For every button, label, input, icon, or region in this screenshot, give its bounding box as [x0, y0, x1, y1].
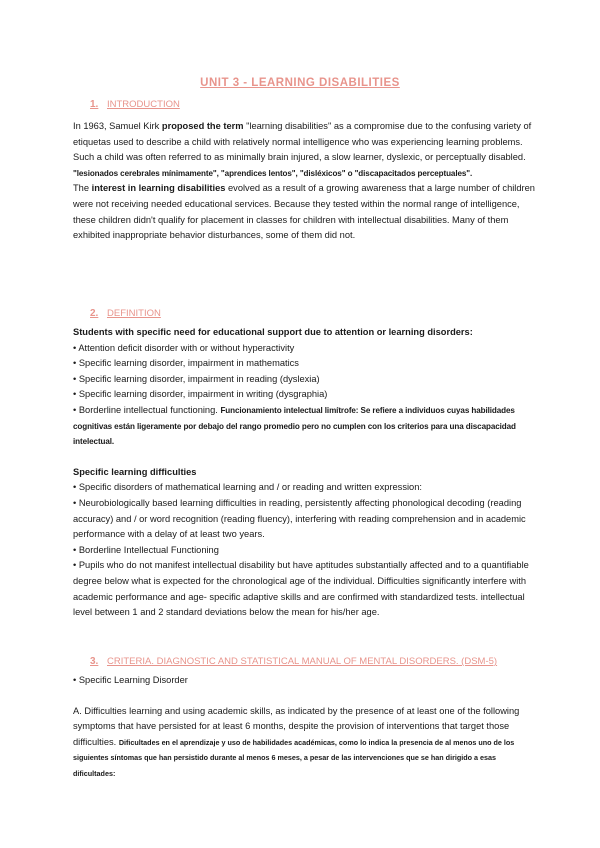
page-title	[0, 77, 600, 89]
list-item: • Borderline Intellectual Functioning	[73, 544, 219, 555]
list-item: • Specific disorders of mathematical learning and / or reading and written expression:	[73, 482, 422, 493]
section-number: 1.	[90, 99, 99, 110]
spacer	[73, 689, 535, 704]
list-item: • Borderline intellectual functioning. Funcionamiento intelectual limítrofe: Se refiere a individuos cuyas habilidades cognitivas están ligeramente por debajo del rango promedio pero no cumplen con los criterios para una discapacidad intelectual.	[73, 404, 516, 447]
definition-body	[73, 325, 535, 621]
title-text: UNIT 3 - LEARNING DISABILITIES	[200, 77, 400, 89]
intro-paragraph-1: In 1963, Samuel Kirk proposed the term "learning disabilities" as a compromise due to the confusing variety of etiquetas used to describe a child with relatively normal intelligence who was experiencing learning problems. Such a child was often referred to as minimally brain injured, a slow learner, dyslexic, or perceptually disabled. "lesionados cerebrales mínimamente", "aprendices lentos", "disléxicos" o "discapacitados perceptuales".	[73, 121, 532, 178]
list-item: • Attention deficit disorder with or without hyperactivity	[73, 342, 295, 353]
introduction-body	[73, 119, 535, 244]
intro-paragraph-2: The interest in learning disabilities evolved as a result of a growing awareness that a large number of children were not receiving needed educational services. Because they tested within the normal range of intelligence, these children didn't qualify for placement in classes for children with intellectual disabilities. Many of them exhibited inappropriate behavior disturbances, some of them did not.	[73, 183, 535, 241]
section-number: 3.	[90, 656, 99, 667]
section-heading-criteria	[90, 656, 497, 667]
section-heading-definition	[90, 308, 161, 319]
criteria-paragraph-a: A. Difficulties learning and using academic skills, as indicated by the presence of at least one of the following symptoms that have persisted for at least 6 months, despite the provision of interventions that target those difficulties. Dificultades en el aprendizaje y uso de habilidades académicas, como lo indica la presencia de al menos uno de los siguientes síntomas que han persistido durante al menos 6 meses, a pesar de las intervenciones que se han dirigido a esas dificultades:	[73, 705, 520, 778]
section-title: INTRODUCTION	[107, 99, 180, 110]
list-item: • Specific Learning Disorder	[73, 675, 188, 685]
sub-heading: Specific learning difficulties	[73, 466, 197, 477]
section-title: DEFINITION	[107, 308, 161, 319]
list-item: • Specific learning disorder, impairment in writing (dysgraphia)	[73, 389, 328, 400]
section-heading-introduction	[90, 99, 180, 110]
section-title: CRITERIA. DIAGNOSTIC AND STATISTICAL MANUAL OF MENTAL DISORDERS. (DSM-5)	[107, 656, 498, 667]
criteria-body	[73, 673, 535, 782]
section-number: 2.	[90, 308, 99, 319]
spacer	[73, 450, 535, 465]
list-item: • Specific learning disorder, impairment in reading (dyslexia)	[73, 373, 320, 384]
list-item: • Pupils who do not manifest intellectual disability but have aptitudes substantially affected and to a quantifiable degree below what is expected for the chronological age of the individual. Difficulties significantly interfere with academic performance and age- specific adaptive skills and are confirmed with standardized tests. intellectual level between 1 and 2 standard deviations below the mean for his/her age.	[73, 560, 529, 618]
definition-intro: Students with specific need for educational support due to attention or learning disorders:	[73, 327, 473, 337]
list-item: • Neurobiologically based learning difficulties in reading, persistently affecting phonological decoding (reading accuracy) and / or word recognition (reading fluency), interfering with reading comprehension and in academic performance with a delay of at least two years.	[73, 497, 526, 540]
list-item: • Specific learning disorder, impairment in mathematics	[73, 358, 299, 369]
